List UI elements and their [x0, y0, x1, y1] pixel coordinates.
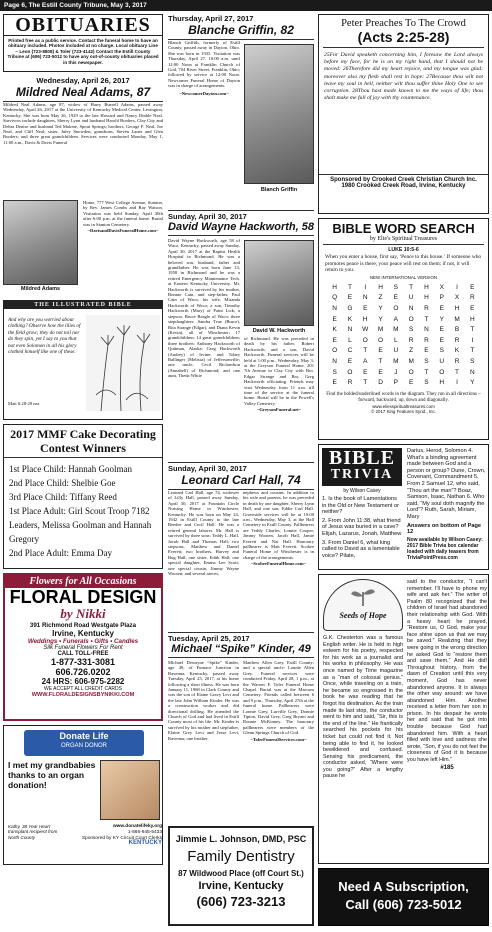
obituary-hall	[168, 464, 314, 630]
obituary-photo-caption: Blanch Griffin	[260, 187, 298, 193]
grid-cell[interactable]: A	[393, 315, 399, 323]
cake-contest-line: 1st Place Adult: Girl Scout Troop 7182	[9, 506, 150, 516]
obituary-body-continued	[83, 200, 163, 294]
grid-cell[interactable]: E	[332, 336, 337, 344]
floral-cards: WE ACCEPT ALL CREDIT CARDS	[44, 686, 122, 692]
floral-services: Weddings • Funerals • Gifts • Candles	[27, 638, 139, 645]
obituary-body-continued	[243, 490, 314, 630]
obituary-hackworth	[168, 212, 314, 460]
dentist-city: Irvine, Kentucky	[198, 880, 284, 892]
donor-sponsor: Sponsored by KY Circuit Court Clerks	[81, 835, 162, 841]
seeds-of-hope-title: Seeds of Hope	[339, 611, 387, 620]
grid-cell[interactable]: Y	[470, 379, 475, 387]
obituaries-banner	[3, 14, 163, 72]
illustrated-bible-verse: And why are you worried about clothing? Observe how the lilies of the field grow; they do not toil nor do they spin, yet I say to you that not even Solomon in all his glory clothed himself like one of these.	[8, 317, 81, 356]
illustrated-bible	[3, 300, 163, 420]
floral-name: FLORAL DESIGN	[9, 587, 157, 607]
grid-cell[interactable]: H	[439, 379, 445, 387]
grid-cell[interactable]: Z	[409, 347, 414, 355]
grid-cell[interactable]: I	[456, 283, 458, 291]
grid-cell[interactable]: M	[393, 357, 399, 365]
grid-cell[interactable]: D	[378, 379, 383, 387]
obituary-griffin	[168, 14, 314, 208]
grid-cell[interactable]: S	[393, 283, 399, 291]
obituary-name: Blanche Griffin, 82	[168, 23, 314, 40]
obituary-kinder	[168, 634, 314, 822]
grid-cell[interactable]: M	[454, 315, 460, 323]
grid-cell[interactable]: Q	[332, 294, 338, 302]
obituary-body-text: Blanch Griffith, formerly of Estill County, passed away in Dayton, Ohio. She was born in 1935. Visitation was Thursday, April 27, 10:00 a.m. until 12:00 Noon at Franklin Church of God, 704 River Street, Franklin, Ohio; followed by service at 12:00 Noon. Newcomer Funeral Home of Dayton was in charge of arrangements.	[168, 40, 240, 89]
donor-kentucky: KENTUCKY	[128, 840, 162, 847]
obituary-body-continued-text: Matthew Allen Grey, Estill County; and a special uncle: Lonnie Allen Grey. Funeral services were conducted Friday, April 28, 1 p.m., at the Warren F. Toler Funeral Home Chapel. Burial was at the Marcum Cemetery. Friends called between 6 and 9 p.m., Thursday, April 27th at the funeral home. Pallbearers were Lonnie Grey, Lurville Grey, Donnie Tipton, David Grey, Greg Bryant and Ronnie McKinney. The honorary pallbearers were members of the Glenn Springs Church of God.	[243, 660, 314, 736]
donor-headline: I met my grandbabies thanks to an organ donation!	[8, 760, 96, 790]
donor-photo	[100, 760, 160, 820]
floral-silk: Silk Funeral Flowers For Rent	[43, 645, 123, 651]
obituary-photo	[244, 44, 314, 184]
trivia-brand-bible: BIBLE	[328, 447, 396, 469]
grid-cell[interactable]: T	[363, 379, 368, 387]
donor-info	[70, 824, 162, 847]
grid-cell[interactable]: Y	[378, 304, 383, 312]
grid-cell[interactable]: H	[424, 294, 429, 302]
grid-cell[interactable]: E	[439, 336, 444, 344]
page-header-text: Page 6, The Estill County Tribune, May 3, 2017	[4, 2, 147, 9]
peter-address: 1980 Crooked Creek Road, Irvine, Kentucky	[341, 183, 466, 189]
grid-cell[interactable]: E	[470, 283, 475, 291]
grid-cell[interactable]: E	[470, 304, 475, 312]
page-header	[0, 0, 492, 11]
grid-cell[interactable]: N	[469, 368, 475, 376]
grid-cell[interactable]: E	[378, 347, 383, 355]
grid-cell[interactable]: S	[408, 326, 414, 334]
cake-contest-line: 1st Place Child: Hannah Goolman	[9, 464, 132, 474]
donor-web[interactable]: www.donatelifeky.org	[112, 824, 162, 829]
floral-hours: 24 HRS: 606-975-2282	[41, 677, 125, 686]
grid-cell[interactable]: T	[347, 283, 352, 291]
bible-trivia	[318, 444, 489, 570]
dentist-phone: (606) 723-3213	[196, 894, 286, 909]
peter-verse: 25For David speaketh concerning him, I foresaw the Lord always before my face, for he is on my right hand, that I should not be moved: 26Therefore did my heart rejoice, and my tongue was glad; moreover also my flesh shall rest in hope: 27Because thou wilt not leave my soul in hell, neither wilt thou suffer thine Holy One to see corruption. 28Thou hast made known to me the ways of life; thou shalt make me full of joy with thy countenance.	[324, 52, 483, 102]
grid-cell[interactable]: E	[347, 294, 353, 302]
grid-cell[interactable]: E	[332, 315, 337, 323]
obituary-body-continued	[243, 660, 314, 820]
obituaries-title: OBITUARIES	[4, 15, 162, 36]
seeds-col1: G.K. Chesterton was a famous English writer. He is held in high esteem for his poetry, respected for his work as a journalist and his works in philosophy. He was once named by Time magazine as a “man of colossal genius.” Once, while traveling on a train, he became so engrossed in the book he was reading that he forgot his destination. As the train made its last stop, the conductor went to him and said, “Sir, this is the end of the line.” He frantically searched his pockets for his ticket but could not find it. Not being able to find it, he looked bewildered and confused. Sensing his predicament, the conductor asked, “Where were you going?” After a lengthy pause he	[323, 635, 403, 780]
grid-cell[interactable]: S	[332, 368, 337, 376]
grid-cell[interactable]: T	[409, 283, 414, 291]
grid-cell[interactable]: N	[332, 357, 337, 365]
seeds-of-hope	[318, 574, 489, 864]
cake-contest-title: 2017 MMF Cake Decorating Contest Winners	[4, 425, 162, 458]
trivia-question: Darius, Herod, Solomon 4. What's a binding agreement made between God and a person or group? Dune, Crown, Covenant, Commandment 5. From 2 Samuel 12, who said, “Thou art the man”? Boaz, Samson, Isaac, Nathan 6. Who said, “My soul doth magnify the Lord”? Ruth, Sarah, Miriam, Mary	[407, 448, 486, 520]
obituary-photo	[244, 240, 314, 326]
grid-cell[interactable]: H	[469, 315, 475, 323]
grid-cell[interactable]: O	[408, 368, 414, 376]
grid-cell[interactable]: T	[378, 357, 383, 365]
grid-cell[interactable]: U	[439, 357, 445, 365]
grid-cell[interactable]: M	[408, 357, 414, 365]
word-search-verse: When you enter a house, first say, ‘Peace to this house.’ If someone who promotes peace is there, your peace will rest on them; if not, it will return to you.	[325, 254, 482, 274]
grid-cell[interactable]: W	[362, 326, 369, 334]
floral-design-ad	[3, 573, 163, 721]
grid-cell[interactable]: H	[454, 304, 460, 312]
grid-cell[interactable]: E	[408, 379, 414, 387]
grid-cell[interactable]: K	[332, 326, 337, 334]
grid-cell[interactable]: H	[378, 283, 383, 291]
grid-cell[interactable]: J	[394, 368, 398, 376]
grid-cell[interactable]: T	[470, 326, 475, 334]
grid-cell[interactable]: E	[363, 368, 368, 376]
obituary-name: Mildred Neal Adams, 87	[3, 85, 163, 102]
grid-cell[interactable]: P	[439, 294, 444, 302]
trivia-byline: by Wilson Casey	[343, 488, 381, 494]
organ-donor-ad	[3, 725, 163, 865]
word-search-instructions: Find the bolded/underlined words in the diagram. They run in all directions – forward, backward, up, down and diagonally.	[326, 391, 481, 403]
obituary-date: Thursday, April 27, 2017	[168, 14, 254, 23]
seeds-col2	[407, 579, 487, 863]
obituaries-notice: Printed free as a public service. Contact the funeral home to have an obituary included. Photos included at no charge. Local obituary Line – Leon (723-8808) & Toler (723-4142) Contact the Estill County Tribune at (606) 723-5012 to have any out-of-county obituaries placed in this newspaper.	[7, 38, 159, 65]
grid-cell[interactable]: O	[347, 368, 353, 376]
obituary-name: Michael “Spike” Kinder, 49	[168, 643, 314, 658]
grid-cell[interactable]: N	[332, 304, 337, 312]
floral-phone-tollfree: 1-877-331-3081	[50, 657, 116, 667]
donate-life-logo	[24, 730, 144, 756]
grid-cell[interactable]: S	[470, 357, 475, 365]
grid-cell[interactable]: E	[439, 326, 444, 334]
grid-cell[interactable]: L	[394, 336, 398, 344]
cake-contest-line: 3rd Place Child: Tiffany Reed	[9, 492, 117, 502]
grid-cell[interactable]: O	[408, 315, 414, 323]
divider	[168, 462, 314, 463]
donate-life-sub: ORGAN DONOR	[60, 743, 107, 749]
floral-by: by Nikki	[60, 606, 106, 621]
grid-cell[interactable]: S	[424, 357, 429, 365]
word-search-web[interactable]: www.eliesspiritualtreasures.com	[372, 403, 435, 409]
grid-cell[interactable]: R	[469, 294, 475, 302]
obituary-source: ~DavisandDavisFuneralHome.com~	[87, 228, 159, 234]
grid-cell[interactable]: O	[378, 336, 384, 344]
word-search-ref: LUKE 10:5-6	[388, 247, 419, 253]
obituary-body: Leonard Carl Hall, age 74, widower of Lilly Hall, passed away Sunday, April 30, 2017 at Fountain Circle Nursing Home in Winchester, Kentucky. He was born on May 24, 1942 in Estill County to the late Beedee and Cecil Hall. He was a retired general laborer. Mr. Hall is survived by three sons: Teddy L. Hall, Jacob Hall and Thomas Hall; two stepsons, Matthew and Daniel Everett; two brothers, Harvey and Bug Hall; one sister, Edith Hall; one special daughter, Emma Lee Scott; one special cousin, Jimmy Wayne Wooten; and several nieces,	[168, 490, 239, 577]
floral-web[interactable]: WWW.FLORALDESIGNSBYNIKKI.COM	[31, 692, 135, 698]
subscription-ad	[318, 868, 489, 926]
bible-word-search	[318, 218, 489, 440]
grid-cell[interactable]: N	[362, 294, 368, 302]
grid-cell[interactable]: O	[439, 368, 445, 376]
obituary-body-continued	[244, 336, 314, 460]
floral-tollfree: CALL TOLL-FREE	[57, 651, 109, 657]
obituary-body: Mildred Neal Adams, age 87, widow of Harry Russell Adams, passed away Wednesday, April 26, 2017 at the University of Kentucky Medical Center, Lexington, Kentucky. She was born May 26, 1929 to the late Howard and Nancy Dinkle Neal. Survivors include daughters, Sherry Lynn and husband Harold Borders, Clay City and Debra Denise and husband Ted Malone, Spout Springs; brothers, George F. Neal, Joe Neal, and Cliff Neal; sister, Juley Snowden; grandsons, Steven Lanes and Glen Borders; and three great grandchildren. Services were conducted Monday, May 1, 11:00 a.m., Davis & Davis Funeral	[3, 102, 163, 145]
grid-cell[interactable]: R	[347, 379, 353, 387]
obituary-body-continued-text: nephews and cousins. In addition to his wife and parents, he was preceded in death by one daughter, Sherry Lynn Hall, and one son, Eddie Carl Hall. Graveside services will be at 10:00 a.m., Wednesday, May 3, at the Hall Cemetery in Estill County. Pallbearers are Teddy Charles, Lonnie Cooper, Jimmy Wooten, Jacob Hall, Jamie Everett and Nat Hall. Honorary pallbearer is Matt Everett. Scobee Funeral Home of Winchester is in charge of the arrangements.	[243, 490, 314, 560]
grid-cell[interactable]: L	[348, 336, 352, 344]
word-search-grid	[319, 280, 488, 392]
trivia-logo	[322, 448, 402, 486]
grid-cell[interactable]: I	[456, 379, 458, 387]
dentist-ad	[168, 826, 314, 926]
dentist-name: Jimmie L. Johnson, DMD, PSC	[175, 834, 307, 844]
grid-cell[interactable]: U	[408, 294, 414, 302]
word-search-byline: by Elie's Spiritual Treasures	[323, 236, 484, 245]
grid-cell[interactable]: N	[408, 304, 414, 312]
grid-cell[interactable]: R	[454, 357, 460, 365]
grid-cell[interactable]: K	[454, 347, 460, 355]
obituary-body	[168, 40, 240, 206]
obituary-adams	[3, 76, 163, 296]
grid-cell[interactable]: A	[363, 357, 368, 365]
grid-cell[interactable]: T	[424, 368, 429, 376]
floral-address: 391 Richmond Road Westgate Plaza	[29, 622, 137, 629]
cake-contest-line: Leaders, Melissa Goolman and Hannah Gregory	[9, 520, 152, 544]
cake-contest-line: 2nd Place Child: Shelbie Goe	[9, 478, 116, 488]
grid-cell[interactable]: T	[470, 347, 475, 355]
obituary-body-continued-text: of Richmond. He was preceded in death by his father, Robert Hackworth; and a son, David Hackworth. Funeral services will be held at 1:00 p.m., Wednesday, May 3, at the Greyson Funeral Home, 201 7th Avenue in Clay City with Bro. Edgar Strange and Bro. Greg Hackworth officiating. Friends may visit Wednesday from 11 a.m. till time of the service at the funeral home. Burial will be in the Powell's Valley Cemetery.	[244, 336, 314, 406]
grid-cell[interactable]: R	[454, 336, 460, 344]
obituary-body: David Wayne Hackworth, age 58 of Waco, Kentucky, passed away Sunday, April 30, 2017 at the Baptist Health Hospital in Richmond. He was a beloved son, husband, father and grandfather. He was born June 13, 1958 in Richmond and he was a retired Emergency Maintenance Tech. at Eastern Kentucky University. Mr. Hackworth is survived by his mother, Bonnie Cain, and step-father, Paul Cain of Waco; his wife, Miranda Hackworth of Waco; a son, Timothy Hackworth (Mary) of Paint Lick; a stepson, Bruce Beagle of Waco; three stepdaughters: Sandra True (Bruce), Rita Strange (Edgar), and Diana Kevin (Kevin), all of Winchester; 17 grandchildren; 14 great grandchildren; three brothers: Anthony Hackworth of Quitman, Alaska; Greg Hackworth (Audrey) of Irvine; and Tobey Ballinger (Melissa) of Jeffersonville; one uncle, Cecil Richardson (Annabell) of Richmond; and one aunt, Theda White	[168, 238, 240, 379]
word-search-copyright: © 2017 King Features Synd., Inc.	[371, 408, 436, 414]
obituary-photo	[3, 200, 78, 285]
dentist-specialty: Family Dentistry	[187, 848, 295, 865]
peter-preaches	[318, 14, 489, 214]
sprout-icon	[348, 584, 378, 606]
grid-cell[interactable]: E	[424, 347, 429, 355]
grid-cell[interactable]: O	[393, 304, 399, 312]
seeds-of-hope-logo	[323, 579, 403, 631]
grid-cell[interactable]: E	[393, 294, 399, 302]
subscription-line1: Need A Subscription,	[338, 879, 469, 894]
obituary-photo-caption: David W. Hackworth	[252, 328, 306, 334]
peter-sponsor: Sponsored by Crooked Creek Christian Church Inc.	[319, 174, 488, 183]
grid-cell[interactable]: T	[424, 315, 429, 323]
grid-cell[interactable]: N	[424, 326, 429, 334]
grid-cell[interactable]: X	[454, 294, 460, 302]
obituary-source: ~GreysonFuneral.net~	[256, 407, 302, 413]
obituary-body-continued-text: Home, 777 West College Avenue, Stanton, by Rev. James Combs and Ray Watson. Visitation was held Sunday, April 30th after 6:00 p.m. at the funeral home. Burial was in Stanton Cemetery.	[83, 200, 163, 227]
trivia-brand-trivia: TRIVIA	[330, 467, 394, 482]
grid-cell[interactable]: N	[347, 326, 353, 334]
grid-cell[interactable]: O	[332, 347, 338, 355]
obituary-source: ~NewcomerDayton.com~	[179, 90, 229, 96]
trivia-questions-left	[322, 496, 402, 559]
seeds-col2-text: said to the conductor, “I can't remember. I'll have to phone my wife and ask her.” The writer of Psalm 80 recognized that the children of Israel had abandoned their relationship with God. With a heavy heart he prayed, “Restore us, O God, make your face shine upon us that we may be saved.” Realizing that they were going in the wrong direction he asked God to “restore them and save them.” And He did! Throughout history, from the dawn of Creation until this very moment, God has never abandoned anyone. It is always the other way around: we have abandoned Him. Another received a letter from her son in prison. In his despair he wrote her and said that he got into trouble because God had abandoned him. With a heart filled with love and sadness she wrote, “Son, if you do not feel the closeness of God it is because you have left Him.”	[407, 579, 487, 764]
subscription-line2: Call (606) 723-5012	[345, 897, 462, 912]
divider	[168, 632, 314, 633]
grid-cell[interactable]: O	[362, 336, 368, 344]
grid-cell[interactable]: P	[393, 379, 399, 387]
obituary-date: Sunday, April 30, 2017	[168, 212, 247, 221]
cake-contest	[3, 424, 163, 569]
obituary-name: David Wayne Hackworth, 58	[168, 221, 314, 236]
trivia-question: 2. From John 11:38, what friend of Jesus was buried in a cave? Elijah, Lazarus, Jonah, Matthew	[322, 517, 402, 537]
obituary-body: Michael Dewayne “Spike” Kinder, age 49, of Furnace Junction in Ravenna, Kentucky, passed away Tuesday, April 25, 2017, at his home following a short illness. He was born January 11, 1968 in Clark County and was the son of Elaine Gravy Levi and the late John William Kinder. He was a construction worker and did directional drilling. He attended the Church of God and had lived in Estill County most of his life. Mr. Kinder is survived by his mother and stepfather, Elaine Grey Levi and Jesse Levi, Ravenna; one brother,	[168, 660, 239, 741]
grid-cell[interactable]: Z	[378, 294, 383, 302]
obituary-name: Leonard Carl Hall, 74	[168, 473, 314, 490]
dentist-address: 87 Wildwood Place (off Court St.)	[178, 869, 304, 878]
grid-cell[interactable]: E	[439, 304, 444, 312]
grid-cell[interactable]: R	[408, 336, 414, 344]
grid-cell[interactable]: M	[393, 326, 399, 334]
grid-cell[interactable]: R	[424, 336, 429, 344]
donate-life-brand: Donate Life	[59, 731, 109, 741]
obituary-source: ~TolerFuneralServices.com~	[250, 736, 307, 742]
grid-cell[interactable]: Y	[439, 315, 444, 323]
grid-cell[interactable]: G	[347, 304, 353, 312]
grid-cell[interactable]: X	[439, 283, 444, 291]
trivia-question: 3. From Daniel 6, what king called to David as a lamentable voice? Pilate,	[322, 539, 400, 559]
word-search-version: NEW INTERNATIONAL VERSION	[369, 274, 438, 280]
grid-cell[interactable]: H	[424, 283, 429, 291]
grid-cell[interactable]: I	[364, 283, 367, 291]
trivia-question: 1. Is the book of Lamentations in the Old or New Testament or neither?	[322, 496, 400, 516]
donor-story: Kathy, 38 Year Heart transplant recipient from North County	[8, 824, 58, 840]
illustrated-bible-ref: Matt 6:28-29 nas	[8, 401, 40, 406]
grid-cell[interactable]: E	[332, 379, 337, 387]
grid-cell[interactable]: H	[362, 315, 368, 323]
peter-ref: (Acts 2:25-28)	[323, 29, 484, 48]
grid-cell[interactable]: K	[347, 315, 353, 323]
donor-phone: 1-866-945-5433	[127, 829, 162, 835]
grid-cell[interactable]: T	[363, 347, 368, 355]
obituary-date: Wednesday, April 26, 2017	[36, 76, 130, 85]
grid-cell[interactable]: B	[454, 326, 460, 334]
grid-cell[interactable]: E	[363, 304, 368, 312]
trivia-answers-note: Answers on bottom of Page 12	[407, 522, 481, 536]
grid-cell[interactable]: E	[378, 368, 383, 376]
lilies-illustration	[86, 315, 160, 411]
grid-cell[interactable]: E	[347, 357, 353, 365]
grid-cell[interactable]: Y	[378, 315, 383, 323]
divider	[168, 210, 314, 211]
floral-city: Irvine, Kentucky	[52, 629, 114, 638]
obituary-photo-caption: Mildred Adams	[20, 286, 61, 292]
grid-cell[interactable]: R	[424, 304, 429, 312]
grid-cell[interactable]: S	[439, 347, 444, 355]
peter-title: Peter Preaches To The Crowd	[341, 18, 466, 29]
trivia-questions-right	[407, 448, 487, 561]
cake-contest-line: 2nd Place Adult: Emma Day	[9, 548, 112, 558]
grid-cell[interactable]: H	[332, 283, 337, 291]
obituary-source: ~ScobeeFuneralHome.com~	[251, 561, 306, 567]
cake-contest-list	[4, 458, 162, 564]
floral-banner: Flowers for All Occasions	[5, 575, 161, 588]
grid-cell[interactable]: U	[393, 347, 399, 355]
grid-cell[interactable]: T	[455, 368, 460, 376]
floral-phone-local: 606.726.0202	[55, 667, 111, 677]
grid-cell[interactable]: M	[377, 326, 384, 334]
grid-cell[interactable]: C	[347, 347, 353, 355]
trivia-promo: Now available by Wilson Casey: 2017 Bible Trivia box calendar loaded with daily teasers from TriviaPointPress.com	[407, 536, 483, 561]
illustrated-bible-title: THE ILLUSTRATED BIBLE	[4, 301, 162, 309]
obituary-date: Sunday, April 30, 2017	[168, 464, 247, 473]
word-search-title: BIBLE WORD SEARCH	[332, 221, 475, 236]
seeds-number: #185	[440, 764, 454, 771]
obituary-date: Tuesday, April 25, 2017	[168, 634, 250, 643]
grid-cell[interactable]: S	[424, 379, 429, 387]
grid-cell[interactable]: I	[471, 336, 474, 344]
